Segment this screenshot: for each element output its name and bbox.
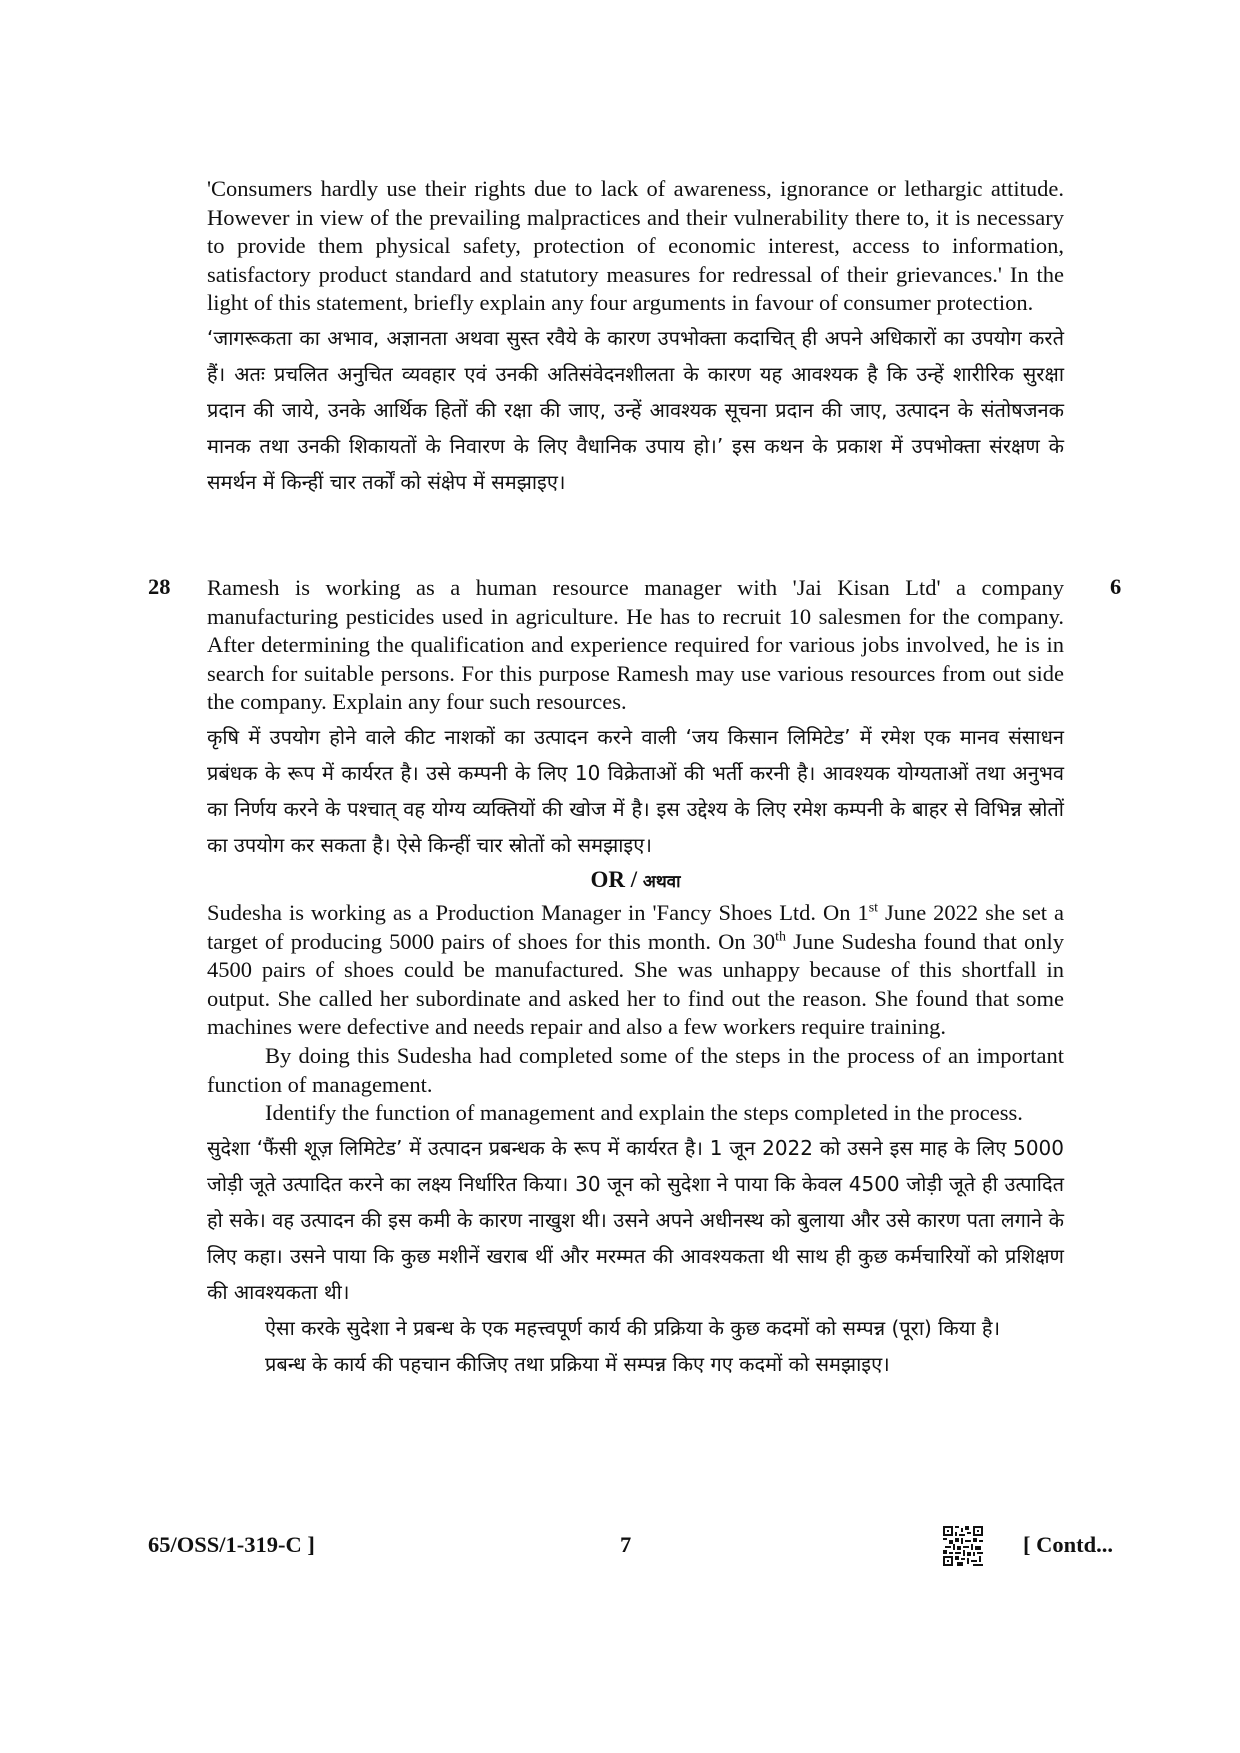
or-slash: / (624, 866, 643, 892)
ordinal-th: th (775, 929, 787, 945)
question-28-number: 28 (148, 574, 171, 599)
alt-text-part-1: Sudesha is working as a Production Manager in 'Fancy Shoes Ltd. On 1 (207, 899, 869, 925)
q28-alternative-english-para3: Identify the function of management and explain the steps completed in the process. (265, 1100, 1023, 1126)
or-english: OR (590, 866, 625, 892)
continued-label: [ Contd... (1023, 1532, 1114, 1557)
q28-alternative-english-para1 (207, 899, 1064, 1042)
q28-alternative-hindi-para1: सुदेशा ‘फैंसी शूज़ लिमिटेड’ में उत्पादन प्रबन्धक के रूप में कार्यरत है। 1 जून 2022 को उसने इस माह के लिए 5000 जोड़ी जूते उत्पादित करने का लक्ष्य निर्धारित किया। 30 जून को सुदेशा ने पाया कि केवल 4500 जोड़ी जूते ही उत्पादित हो सके। वह उत्पादन की इस कमी के कारण नाखुश थी। उसने अपने अधीनस्थ को बुलाया और उसे कारण पता लगाने के लिए कहा। उसने पाया कि कुछ मशीनें खराब थीं और मरम्मत की आवश्यकता थी साथ ही कुछ कर्मचारियों को प्रशिक्षण की आवश्यकता थी। (207, 1135, 1064, 1304)
q27-hindi-text: ‘जागरूकता का अभाव, अज्ञानता अथवा सुस्त रवैये के कारण उपभोक्ता कदाचित् ही अपने अधिकारों का उपयोग करते हैं। अतः प्रचलित अनुचित व्यवहार एवं उनकी अतिसंवेदनशीलता के कारण यह आवश्यक है कि उन्हें शारीरिक सुरक्षा प्रदान की जाये, उनके आर्थिक हितों की रक्षा की जाए, उन्हें आवश्यक सूचना प्रदान की जाए, उत्पादन के संतोषजनक मानक तथा उनकी शिकायतों के निवारण के लिए वैधानिक उपाय हो।’ इस कथन के प्रकाश में उपभोक्ता संरक्षण के समर्थन में किन्हीं चार तर्कों को संक्षेप में समझाइए। (207, 325, 1064, 494)
alt-text-part-2: June 2022 she set a target of producing 5000 pairs of shoes for this month. On 30 (207, 899, 1064, 954)
page-number: 7 (620, 1532, 632, 1557)
question-27-continued (207, 175, 1064, 500)
q28-hindi-text: कृषि में उपयोग होने वाले कीट नाशकों का उत्पादन करने वाली ‘जय किसान लिमिटेड’ में रमेश एक मानव संसाधन प्रबंधक के रूप में कार्यरत है। उसे कम्पनी के लिए 10 विक्रेताओं की भर्ती करनी है। आवश्यक योग्यताओं तथा अनुभव का निर्णय करने के पश्चात् वह योग्य व्यक्तियों की खोज में है। इस उद्देश्य के लिए रमेश कम्पनी के बाहर से विभिन्न स्रोतों का उपयोग कर सकता है। ऐसे किन्हीं चार स्रोतों को समझाइए। (207, 724, 1064, 857)
paper-code: 65/OSS/1-319-C ] (148, 1532, 315, 1557)
q28-english-text: Ramesh is working as a human resource manager with 'Jai Kisan Ltd' a company manufacturing pesticides used in agriculture. He has to recruit 10 salesmen for the company. After determining the qualification and experience required for various jobs involved, he is in search for suitable persons. For this purpose Ramesh may use various resources from out side the company. Explain any four such resources. (207, 575, 1064, 715)
qr-code-icon (943, 1526, 983, 1566)
q28-alternative-hindi-para3: प्रबन्ध के कार्य की पहचान कीजिए तथा प्रक्रिया में सम्पन्न किए गए कदमों को समझाइए। (265, 1351, 890, 1376)
or-hindi: अथवा (642, 871, 681, 892)
alt-text-part-3: June Sudesha found that only 4500 pairs of shoes could be manufactured. She was unhappy because of this shortfall in output. She called her subordinate and asked her to find out the reason. She found that some machines were defective and needs repair and also a few workers require training. (207, 928, 1064, 1040)
q27-english-text: 'Consumers hardly use their rights due to lack of awareness, ignorance or lethargic attitude. However in view of the prevailing malpractices and their vulnerability there to, it is necessary to provide them physical safety, protection of economic interest, access to information, satisfactory product standard and statutory measures for redressal of their grievances.' In the light of this statement, briefly explain any four arguments in favour of consumer protection. (207, 176, 1064, 316)
question-28 (207, 574, 1064, 1382)
or-separator (207, 865, 1064, 897)
question-28-marks: 6 (1110, 574, 1122, 599)
q28-alternative-hindi-para2: ऐसा करके सुदेशा ने प्रबन्ध के एक महत्त्वपूर्ण कार्य की प्रक्रिया के कुछ कदमों को सम्पन्न (पूरा) किया है। (265, 1315, 1001, 1340)
ordinal-st: st (868, 900, 879, 916)
q28-alternative-english-para2: By doing this Sudesha had completed some of the steps in the process of an important function of management. (207, 1042, 1064, 1097)
